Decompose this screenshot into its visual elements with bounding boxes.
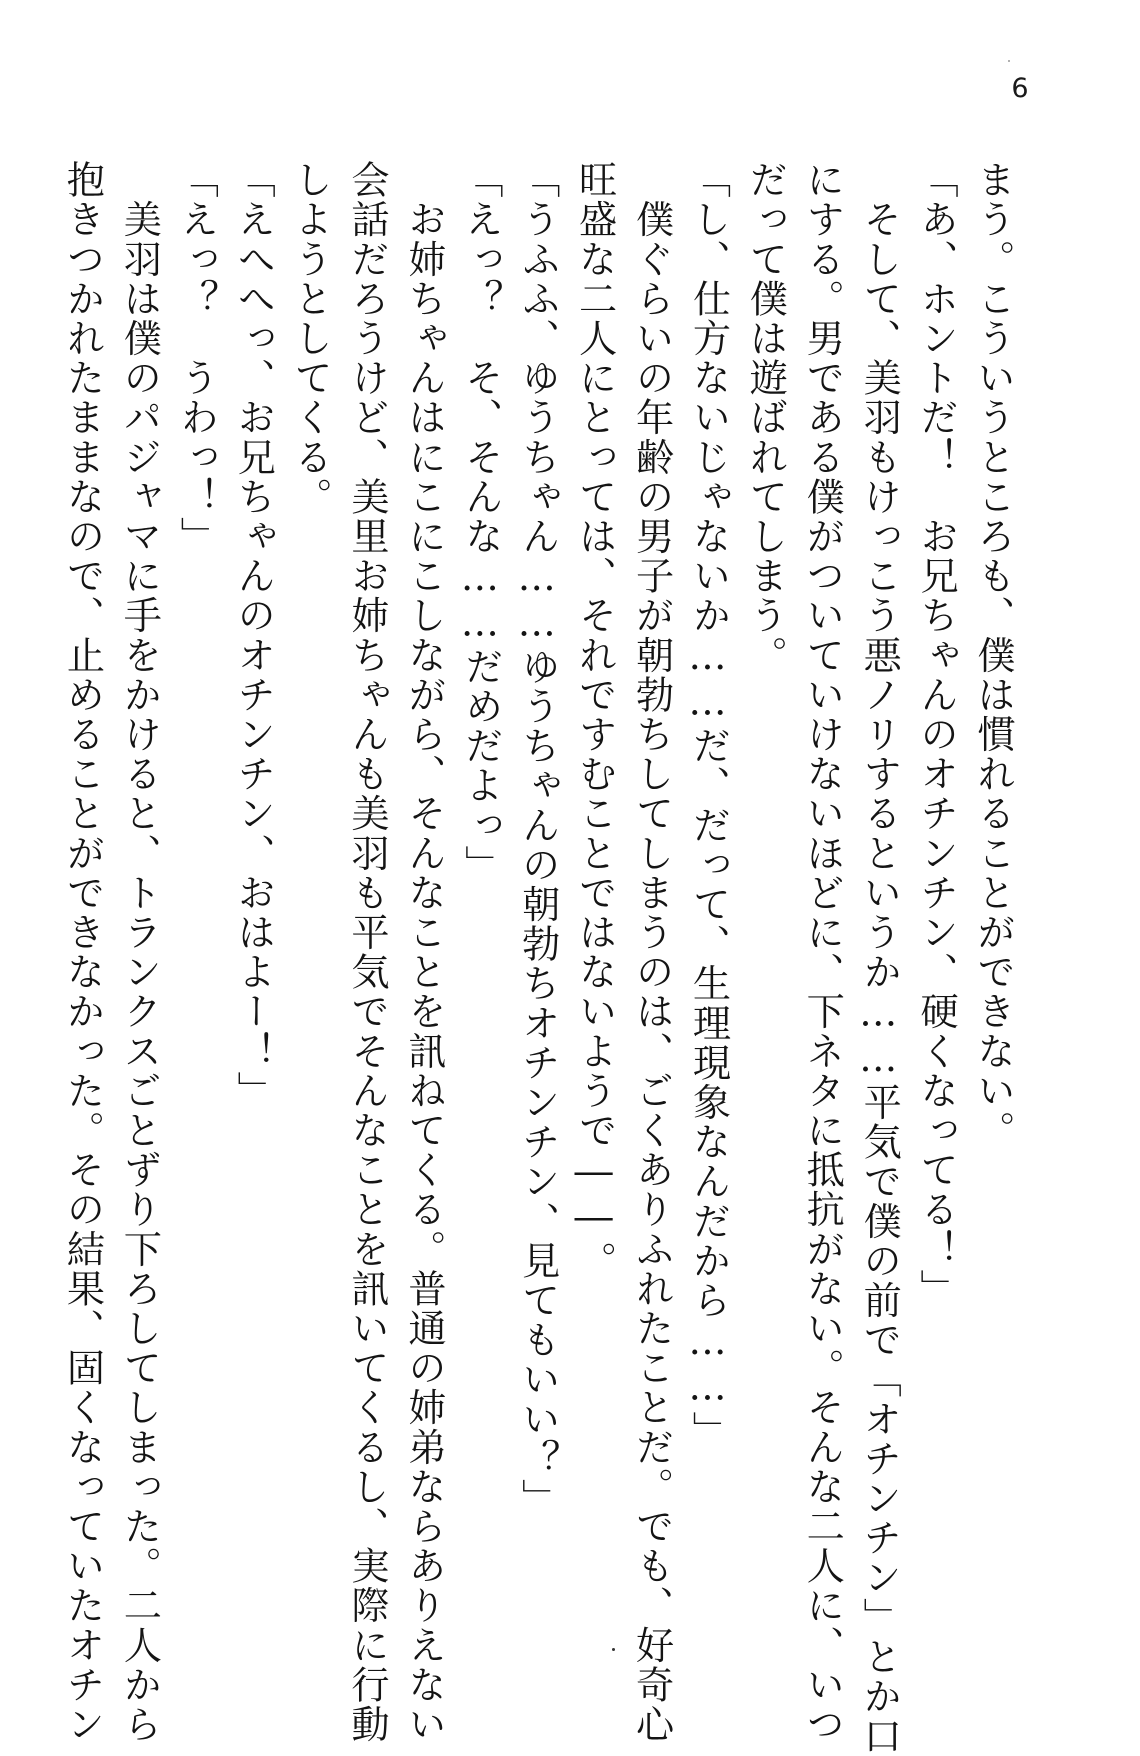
text-line: 会話だろうけど、美里お姉ちゃんも美羽も平気でそんなことを訊いてくるし、実際に行動 (344, 160, 389, 1744)
text-line: 「あ、ホントだ！ お兄ちゃんのオチンチン、硬くなってる！」 (913, 160, 958, 1309)
text-line: まう。こういうところも、僕は慣れることができない。 (970, 160, 1014, 1150)
text-line: 「うふふ、ゆうちゃん……ゆうちゃんの朝勃ちオチンチン、見てもいい？」 (514, 160, 559, 1518)
text-line: しようとしてくる。 (287, 160, 332, 517)
text-line: 「し、仕方ないじゃないか……だ、だって、生理現象なんだから……」 (685, 160, 730, 1451)
text-line: 「えへへっ、お兄ちゃんのオチンチン、おはよー！」 (230, 160, 275, 1111)
text-line: 美羽は僕のパジャマに手をかけると、トランクスごとずり下ろしてしまった。二人から (116, 160, 161, 1744)
page-number: 6 (1011, 73, 1029, 104)
text-line: お姉ちゃんはにこにこしながら、そんなことを訊ねてくる。普通の姉弟ならありえない (400, 160, 445, 1744)
text-line: にする。男である僕がついていけないほどに、下ネタに抵抗がない。そんな二人に、いつ (799, 160, 844, 1744)
vertical-text-block (53, 160, 1020, 1756)
text-line: 「えっ？ そ、そんな……だめだよっ」 (457, 160, 502, 885)
text-line: 抱きつかれたままなので、止めることができなかった。その結果、固くなっていたオチン (59, 160, 104, 1744)
scan-speck-top (1008, 60, 1010, 62)
text-line: 僕ぐらいの年齢の男子が朝勃ちしてしまうのは、ごくありふれたことだ。でも、好奇心 (628, 160, 673, 1744)
text-line: そして、美羽もけっこう悪ノリするというか……平気で僕の前で「オチンチン」とか口 (856, 160, 901, 1756)
text-line: 「えっ？ うわっ！」 (173, 160, 218, 556)
text-line: だって僕は遊ばれてしまう。 (742, 160, 787, 675)
text-line: 旺盛な二人にとっては、それですむことではないようで――。 (571, 160, 616, 1281)
scan-speck-bottom (612, 1648, 615, 1651)
